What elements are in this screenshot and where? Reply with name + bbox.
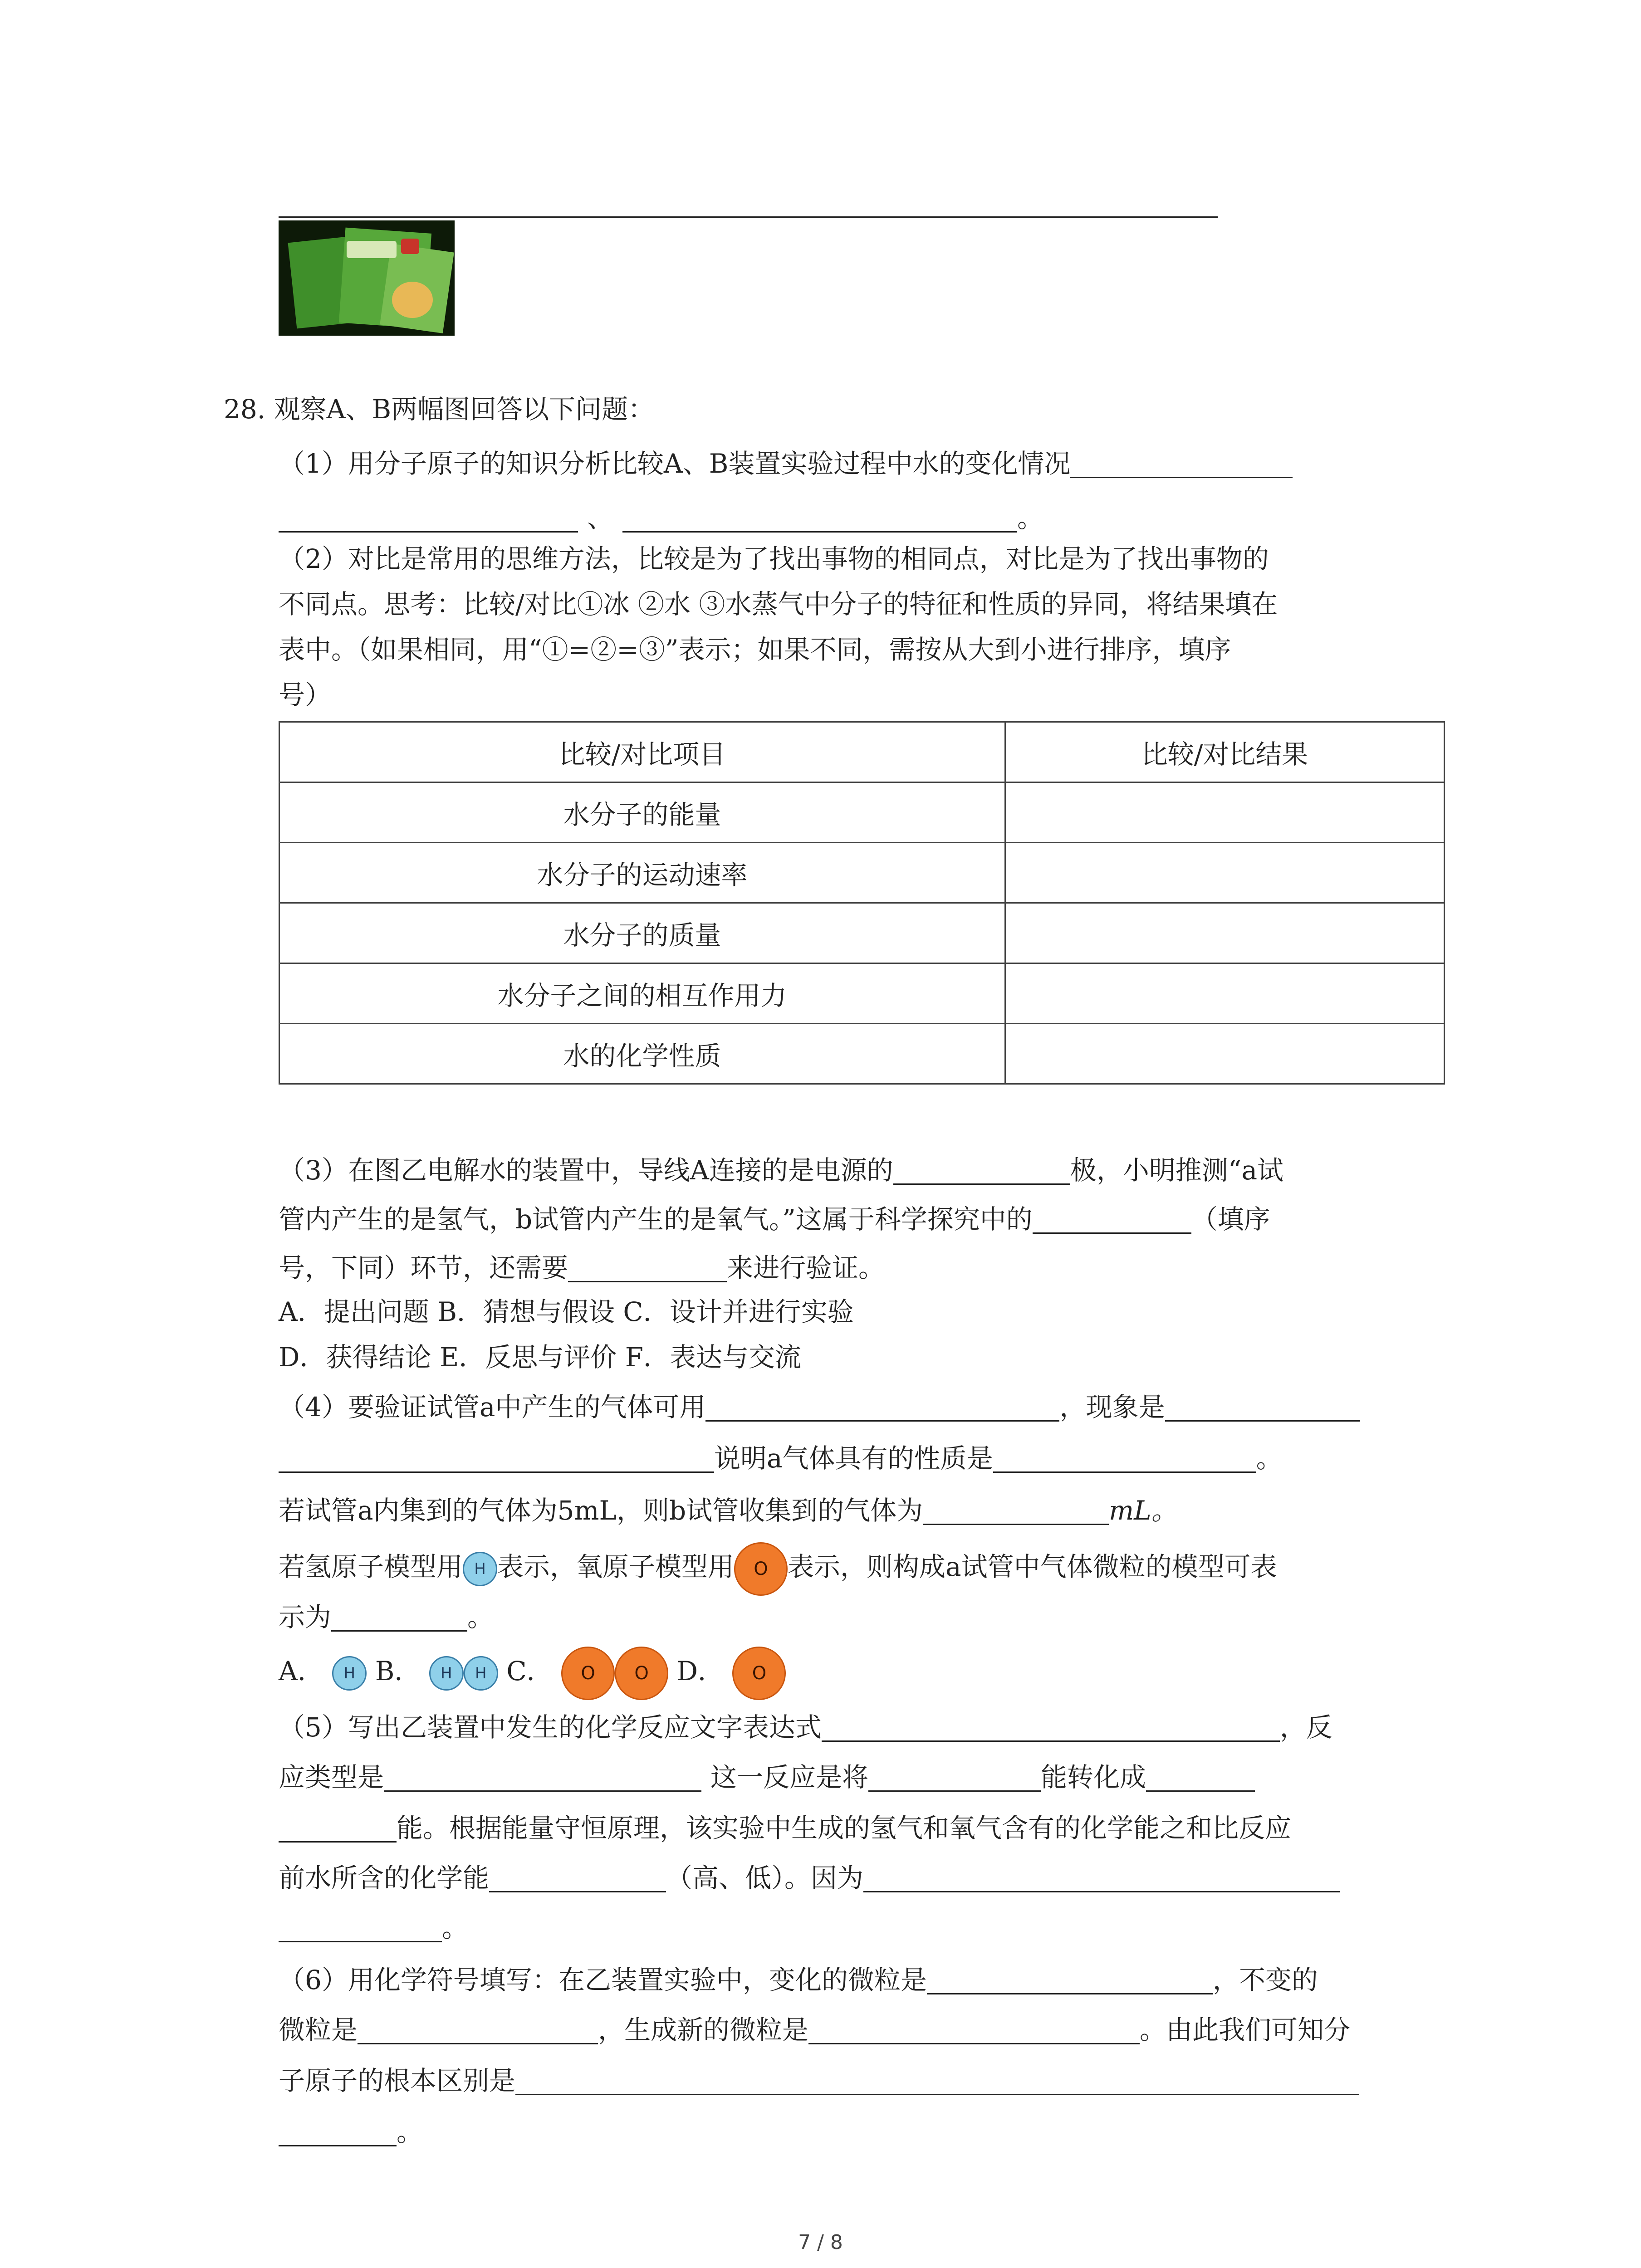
table-row: [279, 903, 1445, 963]
table-row: [279, 782, 1445, 843]
part2-line4: 号）: [279, 679, 332, 710]
table-row-answer[interactable]: [1005, 903, 1445, 963]
part1-line1: （1）用分子原子的知识分析比较A、B装置实验过程中水的变化情况: [279, 445, 1293, 482]
part6-line2: 微粒是 ，生成新的微粒是 。由此我们可知分: [279, 2014, 1351, 2045]
answer-blank[interactable]: [863, 1865, 1340, 1892]
answer-blank[interactable]: [705, 1394, 1059, 1422]
page-number: 7 / 8: [798, 2231, 843, 2254]
table-row: [279, 963, 1445, 1024]
part5-line4: 前水所含的化学能 （高、低）。因为: [279, 1860, 1340, 1896]
part3-line2: 管内产生的是氢气，b试管内产生的是氧气。”这属于科学探究中的 （填序: [279, 1204, 1270, 1235]
part2-line2: 不同点。思考：比较/对比①冰 ②水 ③水蒸气中分子的特征和性质的异同，将结果填在: [279, 589, 1278, 620]
answer-blank[interactable]: [515, 2068, 1359, 2095]
part3-options-2: D．获得结论 E．反思与评价 F．表达与交流: [279, 1342, 801, 1373]
answer-blank[interactable]: [279, 1915, 442, 1942]
table-header-row: [279, 722, 1445, 782]
part6-line3: 子原子的根本区别是: [279, 2063, 1359, 2099]
table-row-item: 水分子之间的相互作用力: [279, 963, 1005, 1024]
table-row-answer[interactable]: [1005, 1024, 1445, 1084]
table-row-answer[interactable]: [1005, 782, 1445, 843]
answer-blank[interactable]: [1070, 450, 1293, 478]
part3-options-1: A．提出问题 B．猜想与假设 C．设计并进行实验: [279, 1296, 854, 1327]
part2-line3: 表中。（如果相同，用“①=②=③”表示；如果不同，需按从大到小进行排序，填序: [279, 634, 1231, 665]
part6-line1: （6）用化学符号填写：在乙装置实验中，变化的微粒是 ，不变的: [279, 1965, 1318, 1995]
table-row-item: 水分子的质量: [279, 903, 1005, 963]
part1-line2: 、 。: [279, 500, 1043, 536]
part5-line2: 应类型是 这一反应是将 能转化成: [279, 1759, 1255, 1795]
table-row-item: 水的化学性质: [279, 1024, 1005, 1084]
answer-blank[interactable]: [568, 1255, 727, 1282]
question-intro: 28. 观察A、B两幅图回答以下问题：: [224, 394, 655, 425]
answer-blank[interactable]: [331, 1604, 467, 1632]
answer-blank[interactable]: [489, 1865, 666, 1892]
table-row-answer[interactable]: [1005, 963, 1445, 1024]
part6-line4: 。: [279, 2114, 423, 2150]
hydrogen-atom-icon: H: [464, 1656, 498, 1691]
oxygen-atom-icon: O: [732, 1647, 786, 1700]
answer-blank[interactable]: [923, 1497, 1109, 1525]
answer-blank[interactable]: [622, 505, 1017, 533]
part4-line3: 若试管a内集到的气体为5mL，则b试管收集到的气体为 mL。: [279, 1495, 1178, 1526]
hydrogen-atom-icon: H: [463, 1552, 497, 1586]
answer-blank[interactable]: [279, 1815, 397, 1843]
answer-blank[interactable]: [868, 1764, 1041, 1792]
top-rule: [279, 216, 1218, 218]
hydrogen-atom-icon: H: [332, 1656, 367, 1691]
table-row: [279, 1024, 1445, 1084]
answer-blank[interactable]: [279, 1445, 714, 1473]
table-header-result: 比较/对比结果: [1005, 722, 1445, 782]
answer-blank[interactable]: [1033, 1206, 1191, 1234]
answer-blank[interactable]: [927, 1967, 1213, 1994]
part4-line4: 若氢原子模型用 H 表示，氧原子模型用 O 表示，则构成a试管中气体微粒的模型可表: [279, 1542, 1277, 1596]
answer-blank[interactable]: [384, 1764, 701, 1792]
part4-line5: 示为 。: [279, 1602, 494, 1633]
table-header-item: 比较/对比项目: [279, 722, 1005, 782]
table-row-item: 水分子的能量: [279, 782, 1005, 843]
answer-blank[interactable]: [279, 2119, 397, 2146]
answer-blank[interactable]: [279, 505, 578, 533]
hydrogen-atom-icon: H: [429, 1656, 464, 1691]
part4-line1: （4）要验证试管a中产生的气体可用 ，现象是: [279, 1389, 1360, 1425]
part5-line5: 。: [279, 1910, 468, 1946]
answer-blank[interactable]: [358, 2017, 598, 2044]
answer-blank[interactable]: [1165, 1394, 1360, 1422]
answer-blank[interactable]: [893, 1157, 1070, 1185]
part4-options: A． H B． H H C． O O D． O: [279, 1647, 786, 1700]
part2-line1: （2）对比是常用的思维方法，比较是为了找出事物的相同点，对比是为了找出事物的: [279, 543, 1269, 574]
part5-line1: （5）写出乙装置中发生的化学反应文字表达式 ，反: [279, 1712, 1332, 1743]
table-row-answer[interactable]: [1005, 843, 1445, 903]
part3-line1: （3）在图乙电解水的装置中，导线A连接的是电源的 极，小明推测“a试: [279, 1155, 1284, 1186]
part5-line3: 能。根据能量守恒原理，该实验中生成的氢气和氧气含有的化学能之和比反应: [279, 1810, 1291, 1846]
part4-line2: 说明a气体具有的性质是 。: [279, 1440, 1283, 1476]
answer-blank[interactable]: [1146, 1764, 1255, 1792]
oxygen-atom-icon: O: [734, 1542, 788, 1596]
answer-blank[interactable]: [993, 1445, 1256, 1473]
part3-line3: 号，下同）环节，还需要 来进行验证。: [279, 1252, 885, 1283]
snack-package-image: [279, 220, 455, 336]
oxygen-atom-icon: O: [615, 1647, 668, 1700]
answer-blank[interactable]: [808, 2017, 1140, 2044]
comparison-table: [279, 721, 1445, 1085]
answer-blank[interactable]: [822, 1714, 1280, 1742]
table-row-item: 水分子的运动速率: [279, 843, 1005, 903]
oxygen-atom-icon: O: [561, 1647, 615, 1700]
table-row: [279, 843, 1445, 903]
